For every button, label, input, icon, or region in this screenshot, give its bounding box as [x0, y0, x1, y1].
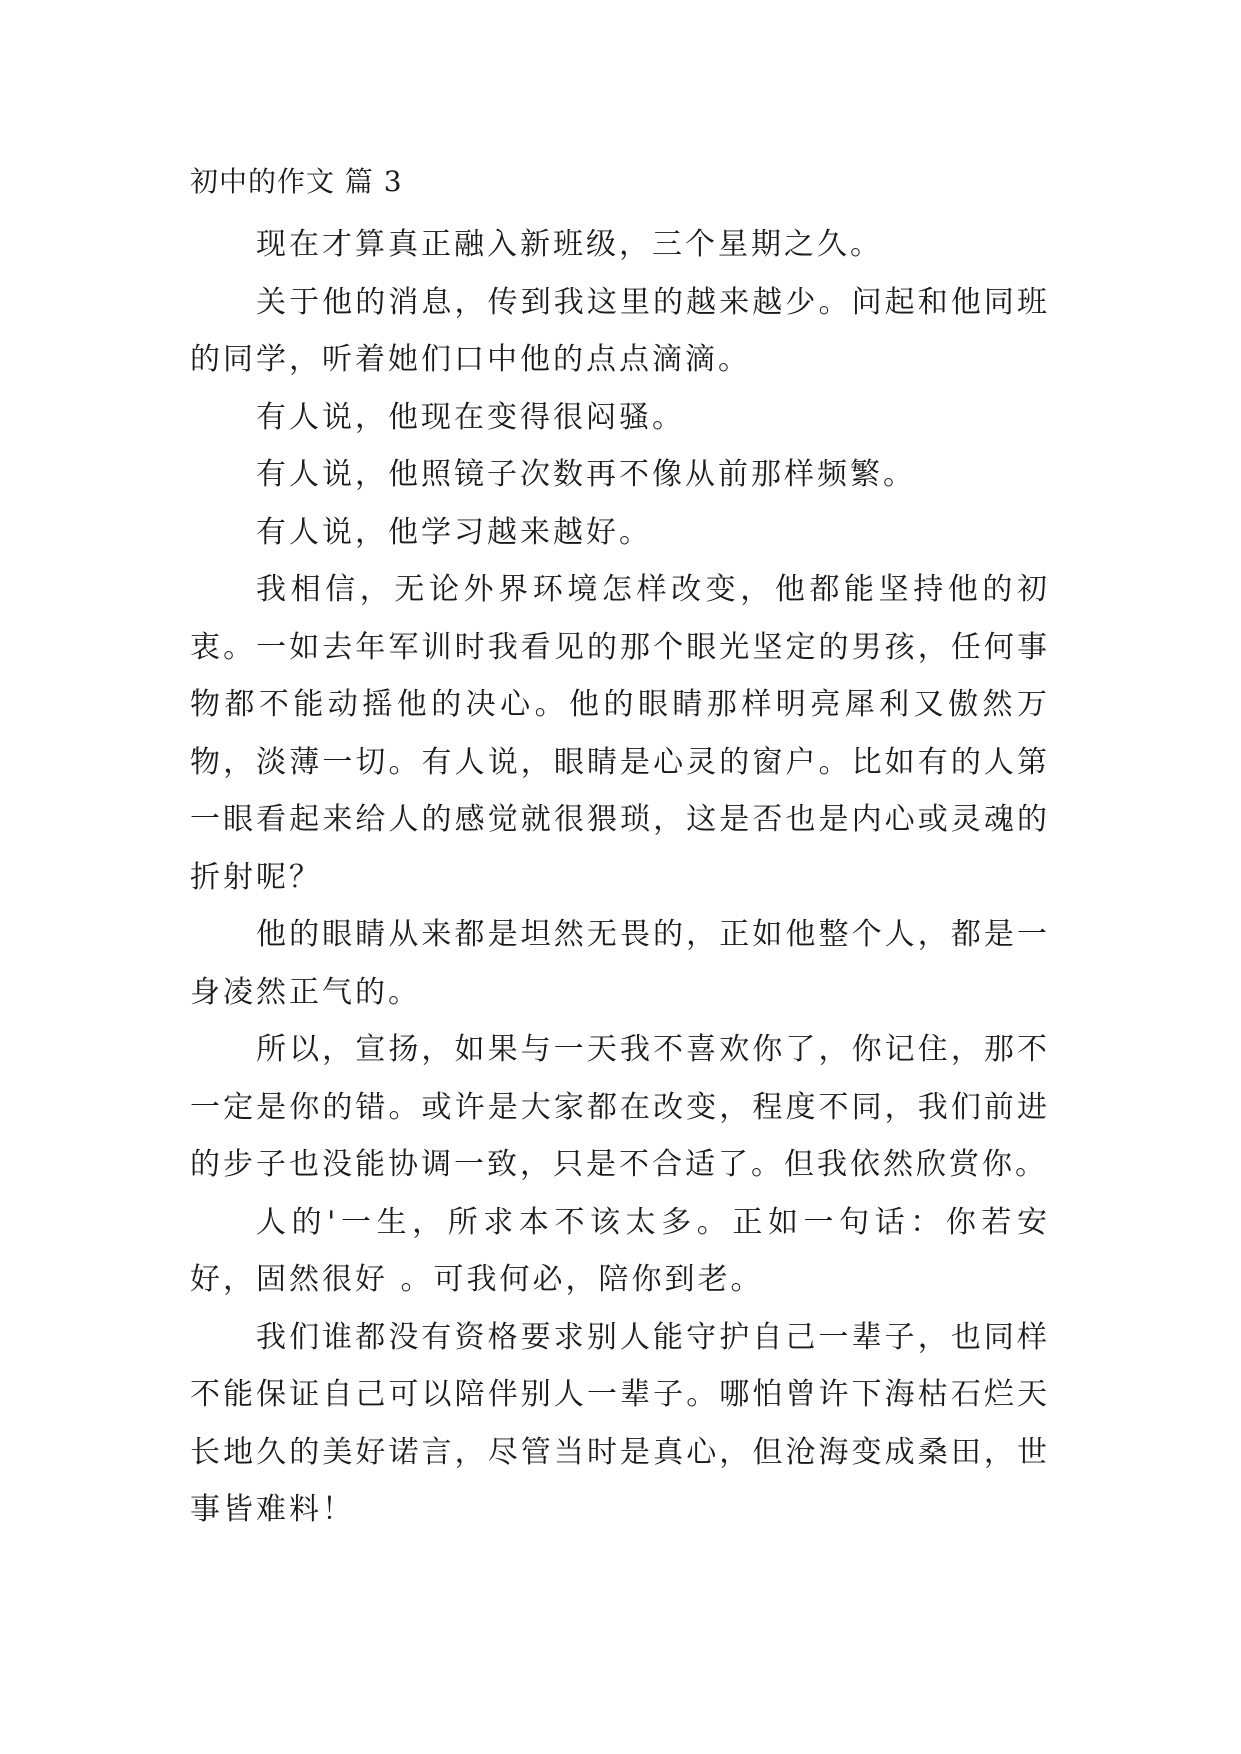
paragraph: 人的'一生，所求本不该太多。正如一句话：你若安好，固然很好 。可我何必，陪你到老。	[190, 1204, 1050, 1297]
paragraph: 我们谁都没有资格要求别人能守护自己一辈子，也同样不能保证自己可以陪伴别人一辈子。哪怕曾许下海枯石烂天长地久的美好诺言，尽管当时是真心，但沧海变成桑田，世事皆难料！	[190, 1319, 1050, 1527]
essay-title: 初中的作文 篇 3	[190, 165, 403, 198]
paragraph: 有人说，他现在变得很闷骚。	[256, 399, 685, 435]
paragraph: 他的眼睛从来都是坦然无畏的，正如他整个人，都是一身凌然正气的。	[190, 917, 1050, 1010]
document-page	[190, 162, 1050, 1539]
paragraph: 我相信，无论外界环境怎样改变，他都能坚持他的初衷。一如去年军训时我看见的那个眼光坚定的男孩，任何事物都不能动摇他的决心。他的眼睛那样明亮犀利又傲然万物，淡薄一切。有人说，眼睛是心灵的窗户。比如有的人第一眼看起来给人的感觉就很猥琐，这是否也是内心或灵魂的折射呢？	[190, 572, 1050, 895]
paragraph: 所以，宣扬，如果与一天我不喜欢你了，你记住，那不一定是你的错。或许是大家都在改变，程度不同，我们前进的步子也没能协调一致，只是不合适了。但我依然欣赏你。	[190, 1032, 1050, 1182]
paragraph: 有人说，他学习越来越好。	[256, 514, 652, 550]
paragraph: 现在才算真正融入新班级，三个星期之久。	[256, 227, 883, 262]
paragraph: 关于他的消息，传到我这里的越来越少。问起和他同班的同学，听着她们口中他的点点滴滴。	[190, 284, 1050, 377]
paragraph: 有人说，他照镜子次数再不像从前那样频繁。	[256, 457, 916, 492]
